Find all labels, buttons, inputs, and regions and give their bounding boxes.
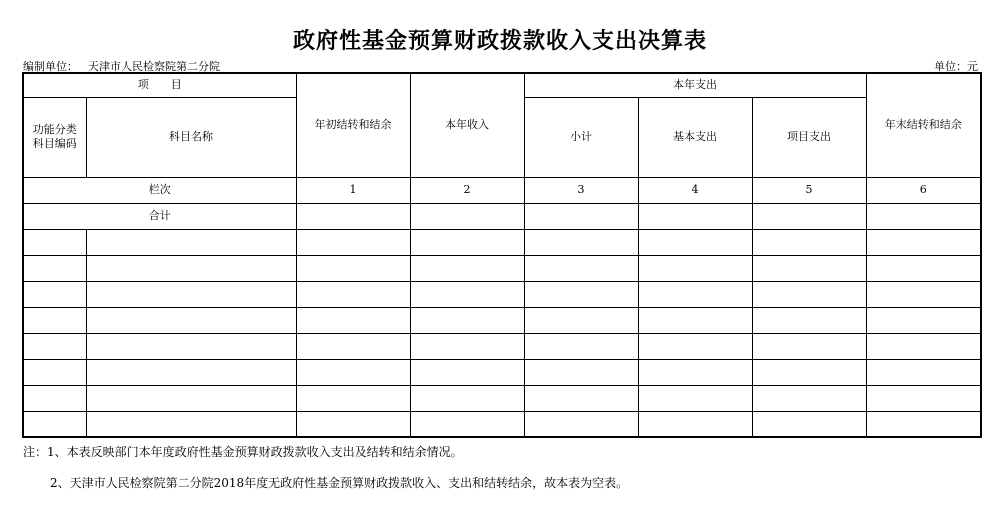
- table-cell: [866, 385, 981, 411]
- table-cell: [638, 307, 752, 333]
- table-cell: [410, 281, 524, 307]
- table-cell: [410, 359, 524, 385]
- row-total: [23, 203, 981, 229]
- col-index: 3: [524, 177, 638, 203]
- row-index-label: 栏次: [23, 177, 296, 203]
- header-expense: 本年支出: [524, 73, 866, 97]
- budget-table: [22, 72, 982, 438]
- table-cell: [410, 255, 524, 281]
- table-cell: [524, 281, 638, 307]
- table-row: [23, 307, 981, 333]
- table-cell: [23, 307, 86, 333]
- table-cell: [638, 385, 752, 411]
- header-end-balance: 年末结转和结余: [866, 73, 981, 177]
- table-cell: [752, 385, 866, 411]
- table-cell: [638, 229, 752, 255]
- header-basic: 基本支出: [638, 97, 752, 177]
- table-row: [23, 281, 981, 307]
- table-cell: [524, 229, 638, 255]
- table-cell: [524, 359, 638, 385]
- unit-label: 单位：元: [934, 60, 978, 73]
- table-cell: [86, 229, 296, 255]
- header-income: 本年收入: [410, 73, 524, 177]
- table-cell: [524, 385, 638, 411]
- header-item: 项 目: [23, 73, 296, 97]
- table-cell: [866, 359, 981, 385]
- table-cell: [866, 281, 981, 307]
- table-cell: [23, 411, 86, 437]
- table-cell: [866, 203, 981, 229]
- table-cell: [296, 359, 410, 385]
- table-cell: [296, 203, 410, 229]
- table-row: [23, 359, 981, 385]
- table-cell: [866, 229, 981, 255]
- table-cell: [638, 255, 752, 281]
- table-cell: [86, 255, 296, 281]
- table-cell: [524, 255, 638, 281]
- table-cell: [86, 385, 296, 411]
- org-name: 天津市人民检察院第二分院: [88, 60, 220, 73]
- table-cell: [752, 411, 866, 437]
- table-row: [23, 411, 981, 437]
- table-cell: [866, 411, 981, 437]
- table-cell: [296, 229, 410, 255]
- header-begin-balance: 年初结转和结余: [296, 73, 410, 177]
- col-index: 5: [752, 177, 866, 203]
- table-cell: [23, 359, 86, 385]
- col-index: 1: [296, 177, 410, 203]
- row-index: [23, 177, 981, 203]
- table-cell: [524, 203, 638, 229]
- table-cell: [296, 333, 410, 359]
- table-cell: [86, 359, 296, 385]
- table-cell: [23, 255, 86, 281]
- note-2: 2、天津市人民检察院第二分院2018年度无政府性基金预算财政拨款收入、支出和结转结余，故本表为空表。: [50, 476, 629, 490]
- table-cell: [296, 411, 410, 437]
- table-cell: [410, 385, 524, 411]
- table-cell: [410, 203, 524, 229]
- table-cell: [752, 281, 866, 307]
- table-cell: [410, 307, 524, 333]
- table-cell: [296, 385, 410, 411]
- table-cell: [296, 281, 410, 307]
- table-cell: [752, 203, 866, 229]
- table-row: [23, 255, 981, 281]
- page-title: 政府性基金预算财政拨款收入支出决算表: [292, 29, 707, 54]
- header-func-code: 功能分类 科目编码: [23, 97, 86, 177]
- table-row: [23, 229, 981, 255]
- table-cell: [23, 385, 86, 411]
- table-cell: [23, 229, 86, 255]
- table-cell: [752, 255, 866, 281]
- table-cell: [752, 229, 866, 255]
- table-cell: [752, 359, 866, 385]
- table-cell: [752, 333, 866, 359]
- table-cell: [410, 411, 524, 437]
- table-row: [23, 333, 981, 359]
- table-cell: [86, 281, 296, 307]
- table-cell: [638, 281, 752, 307]
- table-cell: [752, 307, 866, 333]
- table-cell: [866, 255, 981, 281]
- table-cell: [524, 307, 638, 333]
- table-cell: [410, 229, 524, 255]
- table-cell: [866, 307, 981, 333]
- col-index: 2: [410, 177, 524, 203]
- header-subject-name: 科目名称: [86, 97, 296, 177]
- table-cell: [296, 255, 410, 281]
- table-cell: [23, 281, 86, 307]
- row-total-label: 合计: [23, 203, 296, 229]
- table-cell: [296, 307, 410, 333]
- table-cell: [638, 411, 752, 437]
- col-index: 4: [638, 177, 752, 203]
- table-cell: [866, 333, 981, 359]
- note-1: 注：1、本表反映部门本年度政府性基金预算财政拨款收入支出及结转和结余情况。: [23, 445, 463, 459]
- table-cell: [638, 203, 752, 229]
- table-cell: [23, 333, 86, 359]
- table-cell: [638, 333, 752, 359]
- table-cell: [638, 359, 752, 385]
- header-subtotal: 小计: [524, 97, 638, 177]
- table-cell: [524, 411, 638, 437]
- table-cell: [410, 333, 524, 359]
- header-project: 项目支出: [752, 97, 866, 177]
- table-row: [23, 385, 981, 411]
- org-label: 编制单位：: [23, 60, 78, 73]
- col-index: 6: [866, 177, 981, 203]
- table-cell: [86, 411, 296, 437]
- table-cell: [86, 333, 296, 359]
- table-cell: [524, 333, 638, 359]
- table-cell: [86, 307, 296, 333]
